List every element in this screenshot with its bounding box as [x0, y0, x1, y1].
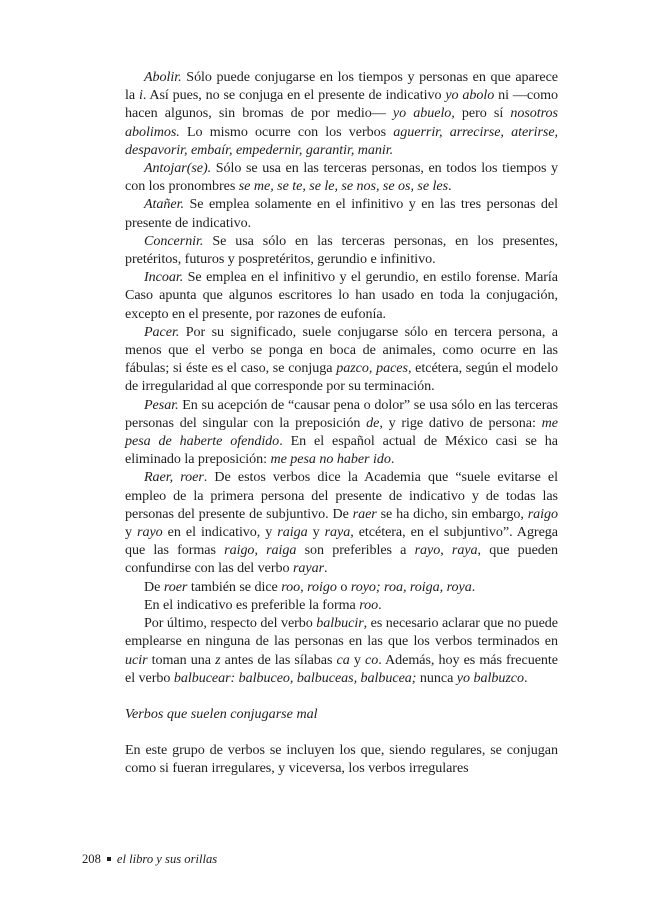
- text-run: , etcétera, en el subjuntivo”. Agrega que las formas: [125, 524, 558, 559]
- text-run: .: [324, 560, 328, 577]
- text-run: De: [144, 578, 164, 595]
- italic-text: Incoar.: [144, 269, 184, 286]
- page-number: 208: [82, 852, 101, 866]
- page-footer: [82, 851, 217, 867]
- text-run: . De estos verbos dice la Academia que “suele evitarse el empleo de la primera persona del presente de indicativo y de todas las personas del presente de subjuntivo. De: [125, 469, 558, 522]
- italic-text: se me, se te, se le, se nos, se os, se les: [238, 178, 449, 195]
- paragraph: [125, 578, 558, 596]
- italic-text: rayar: [292, 560, 325, 577]
- text-run: .: [378, 596, 382, 613]
- italic-text: rayo: [414, 542, 441, 559]
- italic-text: roer: [163, 578, 188, 595]
- italic-text: z: [215, 651, 221, 668]
- italic-text: yo abolo: [445, 87, 495, 104]
- italic-text: raigo: [527, 505, 558, 522]
- text-run: pero sí: [454, 105, 511, 122]
- text-run: .: [448, 178, 452, 195]
- section-heading: Verbos que suelen conjugarse mal: [125, 705, 318, 722]
- italic-text: Atañer.: [144, 196, 184, 213]
- text-run: , es necesario aclarar que no puede emplearse en ninguna de las personas en las que los verbos terminados en: [125, 615, 558, 650]
- text-run: . Así pues, no se conjuga en el presente de indicativo: [142, 87, 446, 104]
- italic-text: balbucir: [316, 615, 364, 632]
- italic-text: nosotros abolimos.: [125, 105, 558, 140]
- text-run: se ha dicho, sin embargo,: [376, 505, 528, 522]
- paragraph: [125, 68, 558, 159]
- italic-text: ucir: [125, 651, 148, 668]
- paragraph: [125, 195, 558, 231]
- paragraph: [125, 159, 558, 195]
- italic-text: Concernir.: [144, 232, 204, 249]
- italic-text: raer: [352, 505, 377, 522]
- text-run: también se dice: [187, 578, 282, 595]
- text-run: En su acepción de “causar pena o dolor” se usa sólo en las terceras personas del singular con la preposición: [125, 396, 558, 431]
- italic-text: yo abuelo,: [392, 105, 455, 122]
- text-run: En el indicativo es preferible la forma: [144, 596, 360, 613]
- paragraph: [125, 468, 558, 577]
- text-run: son preferibles a: [296, 542, 415, 559]
- page-body: [125, 68, 558, 778]
- text-run: Por último, respecto del verbo: [144, 615, 317, 632]
- italic-text: co: [364, 651, 379, 668]
- text-run: Por su significado, suele conjugarse sólo en tercera persona, a menos que el verbo se ponga en boca de animales, como ocurre en las fábulas; si éste es el caso, se conjuga: [125, 323, 558, 377]
- text-run: . Además, hoy es más frecuente el verbo: [125, 651, 558, 686]
- paragraph: [125, 614, 558, 687]
- separator-square-icon: [107, 857, 111, 861]
- book-title: el libro y sus orillas: [116, 852, 218, 866]
- italic-text: rayo: [137, 524, 163, 541]
- italic-text: roo, roigo: [281, 578, 337, 595]
- italic-text: raiga: [277, 524, 308, 541]
- text-run: , que pueden confundirse con las del verbo: [125, 542, 559, 577]
- italic-text: ca: [336, 651, 350, 668]
- text-run: .: [390, 451, 395, 468]
- text-run: y: [307, 524, 325, 541]
- text-run: , etcétera, según el modelo de irregularidad al que corresponde por su terminación.: [125, 360, 558, 395]
- paragraph: [125, 323, 558, 396]
- verb-entries: [125, 68, 558, 687]
- text-run: .: [523, 669, 528, 686]
- italic-text: aguerrir, arrecirse, aterirse, despavorir, embaír, empedernir, garantir, manir.: [125, 123, 558, 158]
- text-run: Lo mismo ocurre con los verbos: [179, 123, 394, 140]
- text-run: ni —como hacen algunos, sin bromas de por medio—: [125, 87, 558, 122]
- italic-text: raya: [451, 542, 478, 559]
- italic-text: Abolir.: [144, 69, 182, 85]
- text-run: toman una: [147, 651, 216, 668]
- text-run: Se emplea en el infinitivo y el gerundio, en estilo forense. María Caso apunta que algunos escritores lo han usado en toda la conjugación, excepto en el presente, por razones de eufonía.: [125, 269, 558, 322]
- italic-text: me pesa de haberte ofendido: [125, 414, 558, 450]
- italic-text: royo; roa, roiga, roya: [350, 578, 472, 595]
- text-run: y: [349, 651, 365, 668]
- closing-paragraph: En este grupo de verbos se incluyen los que, siendo regulares, se conjugan como si fueran irregulares, y viceversa, los verbos irregulares: [125, 742, 558, 777]
- paragraph: [125, 268, 558, 323]
- text-run: , y rige dativo de persona:: [379, 414, 542, 431]
- italic-text: me pesa no haber ido: [270, 451, 391, 468]
- text-run: Sólo se usa en las terceras personas, en todos los tiempos y con los pronombres: [125, 160, 558, 195]
- text-run: antes de las sílabas: [220, 651, 337, 668]
- text-run: en el indicativo, y: [162, 524, 278, 541]
- italic-text: raiga: [266, 542, 297, 559]
- italic-text: yo balbuzco: [456, 669, 524, 686]
- italic-text: pazco, paces: [336, 360, 408, 377]
- paragraph: [125, 596, 558, 614]
- italic-text: de: [366, 414, 380, 431]
- text-run: Sólo puede conjugarse en los tiempos y personas en que aparece la: [125, 69, 558, 104]
- paragraph: [125, 396, 558, 469]
- text-run: o: [336, 578, 351, 595]
- italic-text: raya: [324, 524, 351, 541]
- italic-text: Pacer.: [144, 323, 180, 340]
- text-run: ,: [254, 542, 267, 559]
- text-run: ,: [440, 542, 452, 559]
- text-run: .: [471, 578, 476, 595]
- text-run: Se usa sólo en las terceras personas, en los presentes, pretéritos, futuros y pospretéritos, gerundio e infinitivo.: [125, 232, 558, 268]
- italic-text: Raer, roer: [144, 469, 204, 486]
- italic-text: raigo: [224, 542, 255, 559]
- paragraph: [125, 232, 558, 268]
- italic-text: Antojar(se).: [144, 160, 212, 177]
- italic-text: roo: [359, 596, 379, 613]
- text-run: nunca: [416, 669, 457, 686]
- italic-text: balbucear: balbuceo, balbuceas, balbucea;: [173, 669, 417, 686]
- text-run: y: [125, 524, 138, 541]
- italic-text: i: [138, 87, 143, 104]
- italic-text: Pesar.: [144, 396, 179, 413]
- text-run: . En el español actual de México casi se ha eliminado la preposición:: [125, 433, 558, 468]
- text-run: Se emplea solamente en el infinitivo y en las tres personas del presente de indicativo.: [125, 196, 558, 231]
